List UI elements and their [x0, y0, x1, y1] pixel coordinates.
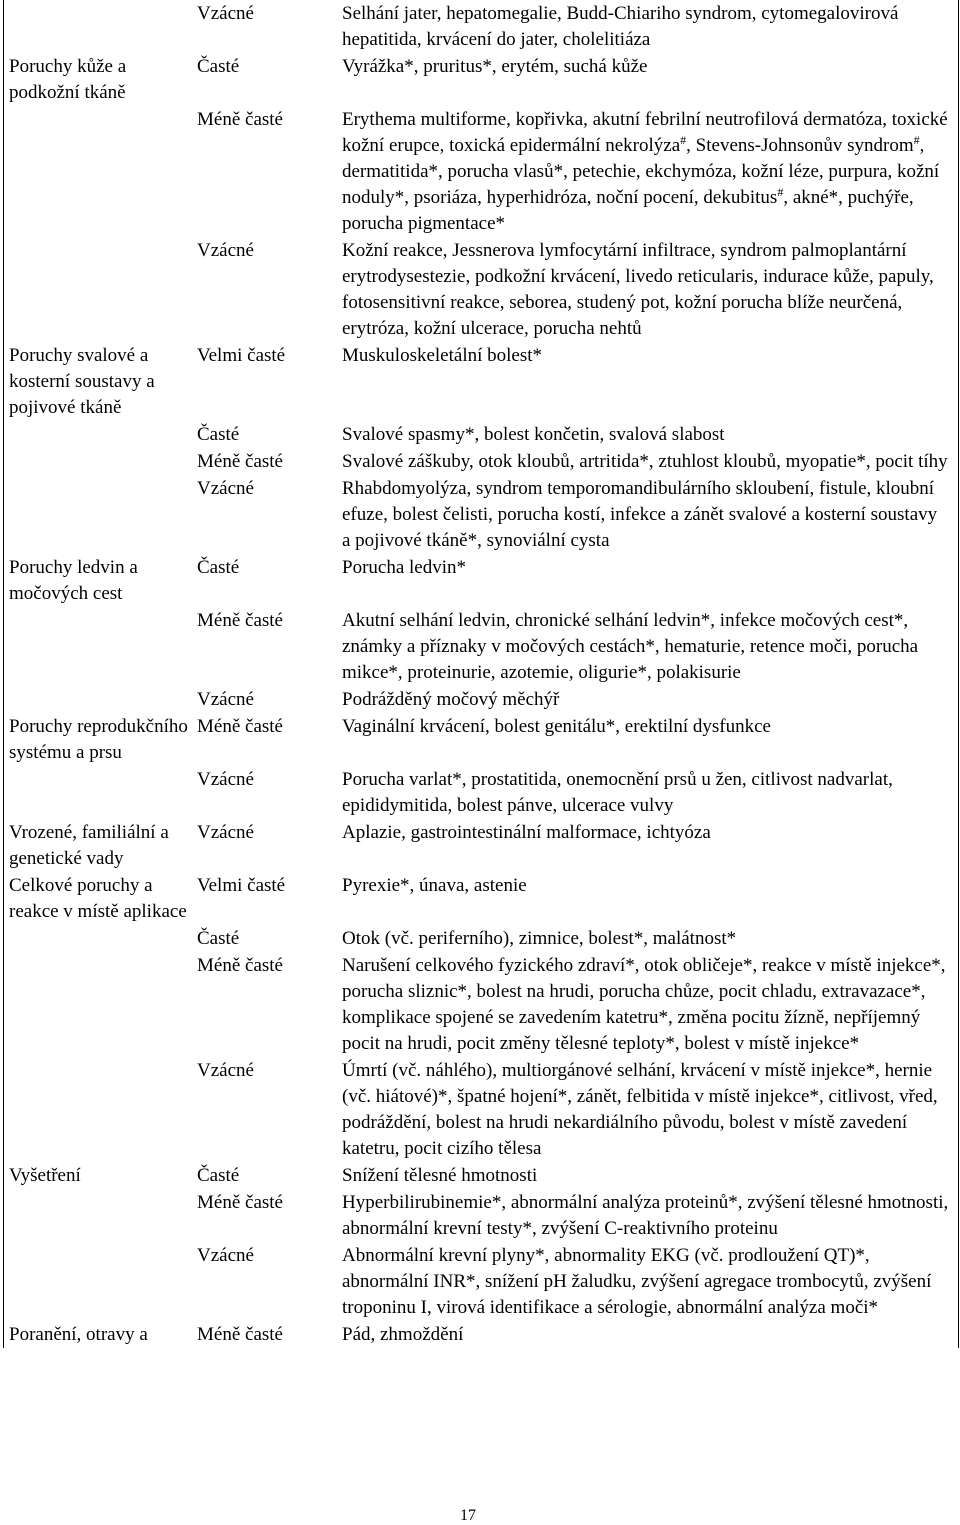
organ-system-cell: Vrozené, familiální a genetické vady: [9, 822, 169, 869]
table-row: [4, 925, 958, 952]
organ-system-cell: [4, 1189, 189, 1242]
table-row: [4, 448, 958, 475]
organ-system-cell: Poruchy svalové a kosterní soustavy a pojivové tkáně: [9, 345, 155, 418]
organ-system-cell: [4, 0, 189, 53]
frequency-cell: Vzácné: [197, 478, 254, 499]
organ-system-cell: Poruchy reprodukčního systému a prsu: [9, 716, 188, 763]
table-row: [4, 686, 958, 713]
frequency-cell: Méně časté: [197, 716, 283, 737]
table-row: [4, 713, 958, 766]
frequency-cell: Vzácné: [197, 3, 254, 24]
table-row: [4, 0, 958, 53]
organ-system-cell: [4, 475, 189, 554]
table-row: [4, 237, 958, 342]
table-row: [4, 475, 958, 554]
frequency-cell: Méně časté: [197, 955, 283, 976]
organ-system-cell: [4, 237, 189, 342]
table-row: [4, 952, 958, 1057]
frequency-cell: Vzácné: [197, 1060, 254, 1081]
frequency-cell: Časté: [197, 56, 240, 77]
frequency-cell: Vzácné: [197, 1245, 254, 1266]
table-row: [4, 766, 958, 819]
adverse-effects-cell: Porucha ledvin*: [342, 557, 467, 578]
frequency-cell: Vzácné: [197, 822, 254, 843]
frequency-cell: Méně časté: [197, 451, 283, 472]
organ-system-cell: Celkové poruchy a reakce v místě aplikace: [9, 875, 187, 922]
table-row: [4, 421, 958, 448]
organ-system-cell: [4, 686, 189, 713]
organ-system-cell: [4, 448, 189, 475]
adverse-effects-cell: Vyrážka*, pruritus*, erytém, suchá kůže: [342, 56, 648, 77]
adverse-effects-cell: Erythema multiforme, kopřivka, akutní febrilní neutrofilová dermatóza, toxické kožní erupce, toxická epidermální nekrolýza#, Stevens-Johnsonův syndrom#, dermatitida*, porucha vlasů*, petechie, ekchymóza, kožní léze, purpura, kožní noduly*, psoriáza, hyperhidróza, noční pocení, dekubitus#, akné*, puchýře, porucha pigmentace*: [342, 109, 948, 234]
organ-system-cell: Poruchy ledvin a močových cest: [9, 557, 138, 604]
frequency-cell: Časté: [197, 424, 240, 445]
table-row: [4, 607, 958, 686]
adverse-effects-table: [3, 0, 959, 1348]
adverse-effects-cell: Vaginální krvácení, bolest genitálu*, erektilní dysfunkce: [342, 716, 771, 737]
frequency-cell: Vzácné: [197, 769, 254, 790]
frequency-cell: Časté: [197, 928, 240, 949]
adverse-effects-cell: Pyrexie*, únava, astenie: [342, 875, 527, 896]
organ-system-cell: Vyšetření: [9, 1165, 81, 1186]
page-number: 17: [460, 1507, 476, 1524]
organ-system-cell: [4, 1057, 189, 1162]
frequency-cell: Velmi časté: [197, 345, 286, 366]
frequency-cell: Méně časté: [197, 1192, 283, 1213]
adverse-effects-cell: Muskuloskeletální bolest*: [342, 345, 543, 366]
organ-system-cell: Poruchy kůže a podkožní tkáně: [9, 56, 127, 103]
table-row: [4, 1057, 958, 1162]
organ-system-cell: [4, 421, 189, 448]
table-row: [4, 819, 958, 872]
table-row: [4, 342, 958, 421]
adverse-effects-cell: Svalové záškuby, otok kloubů, artritida*, ztuhlost kloubů, myopatie*, pocit tíhy: [342, 451, 948, 472]
table-row: [4, 1242, 958, 1321]
frequency-cell: Vzácné: [197, 689, 254, 710]
frequency-cell: Časté: [197, 557, 240, 578]
adverse-effects-cell: Hyperbilirubinemie*, abnormální analýza proteinů*, zvýšení tělesné hmotnosti, abnormální krevní testy*, zvýšení C-reaktivního proteinu: [342, 1192, 949, 1239]
adverse-effects-cell: Aplazie, gastrointestinální malformace, ichtyóza: [342, 822, 711, 843]
adverse-effects-cell: Rhabdomyolýza, syndrom temporomandibulárního skloubení, fistule, kloubní efuze, bolest čelisti, porucha kostí, infekce a zánět svalové a kosterní soustavy a pojivové tkáně*, synoviální cysta: [342, 478, 938, 551]
organ-system-cell: [4, 952, 189, 1057]
adverse-effects-cell: Pád, zhmoždění: [342, 1324, 464, 1345]
adverse-effects-cell: Kožní reakce, Jessnerova lymfocytární infiltrace, syndrom palmoplantární erytrodysestezie, podkožní krvácení, livedo reticularis, indurace kůže, papuly, fotosensitivní reakce, seborea, studený pot, kožní porucha blíže neurčená, erytróza, kožní ulcerace, porucha nehtů: [342, 240, 934, 339]
adverse-effects-cell: Akutní selhání ledvin, chronické selhání ledvin*, infekce močových cest*, známky a příznaky v močových cestách*, hematurie, retence moči, porucha mikce*, proteinurie, azotemie, oligurie*, polakisurie: [342, 610, 919, 683]
organ-system-cell: Poranění, otravy a: [9, 1324, 148, 1345]
table-row: [4, 106, 958, 237]
organ-system-cell: [4, 607, 189, 686]
adverse-effects-cell: Porucha varlat*, prostatitida, onemocnění prsů u žen, citlivost nadvarlat, epididymitida, bolest pánve, ulcerace vulvy: [342, 769, 893, 816]
organ-system-cell: [4, 766, 189, 819]
adverse-effects-cell: Svalové spasmy*, bolest končetin, svalová slabost: [342, 424, 725, 445]
frequency-cell: Vzácné: [197, 240, 254, 261]
organ-system-cell: [4, 925, 189, 952]
adverse-effects-cell: Snížení tělesné hmotnosti: [342, 1165, 538, 1186]
table-row: [4, 53, 958, 106]
adverse-effects-cell: Selhání jater, hepatomegalie, Budd-Chiariho syndrom, cytomegalovirová hepatitida, krvácení do jater, cholelitiáza: [342, 3, 899, 50]
frequency-cell: Velmi časté: [197, 875, 286, 896]
frequency-cell: Méně časté: [197, 1324, 283, 1345]
adverse-effects-cell: Úmrtí (vč. náhlého), multiorgánové selhání, krvácení v místě injekce*, hernie (vč. hiátové)*, špatné hojení*, zánět, felbitida v místě injekce*, citlivost, vřed, podráždění, bolest na hrudi nekardiálního původu, bolest v místě zavedení katetru, pocit cizího tělesa: [342, 1060, 938, 1159]
adverse-effects-cell: Narušení celkového fyzického zdraví*, otok obličeje*, reakce v místě injekce*, porucha sliznic*, bolest na hrudi, porucha chůze, pocit chladu, extravazace*, komplikace spojené se zavedením katetru*, změna pocitu žízně, nepříjemný pocit na hrudi, pocit změny tělesné teploty*, bolest v místě injekce*: [342, 955, 946, 1054]
organ-system-cell: [4, 106, 189, 237]
table-row: [4, 872, 958, 925]
table-row: [4, 1162, 958, 1189]
organ-system-cell: [4, 1242, 189, 1321]
adverse-effects-cell: Podrážděný močový měchýř: [342, 689, 560, 710]
frequency-cell: Časté: [197, 1165, 240, 1186]
table-row: [4, 1321, 958, 1348]
adverse-effects-cell: Abnormální krevní plyny*, abnormality EKG (vč. prodloužení QT)*, abnormální INR*, snížení pH žaludku, zvýšení agregace trombocytů, zvýšení troponinu I, virová identifikace a sérologie, abnormální analýza moči*: [342, 1245, 932, 1318]
frequency-cell: Méně časté: [197, 109, 283, 130]
adverse-effects-cell: Otok (vč. periferního), zimnice, bolest*, malátnost*: [342, 928, 737, 949]
table-row: [4, 554, 958, 607]
frequency-cell: Méně časté: [197, 610, 283, 631]
table-row: [4, 1189, 958, 1242]
